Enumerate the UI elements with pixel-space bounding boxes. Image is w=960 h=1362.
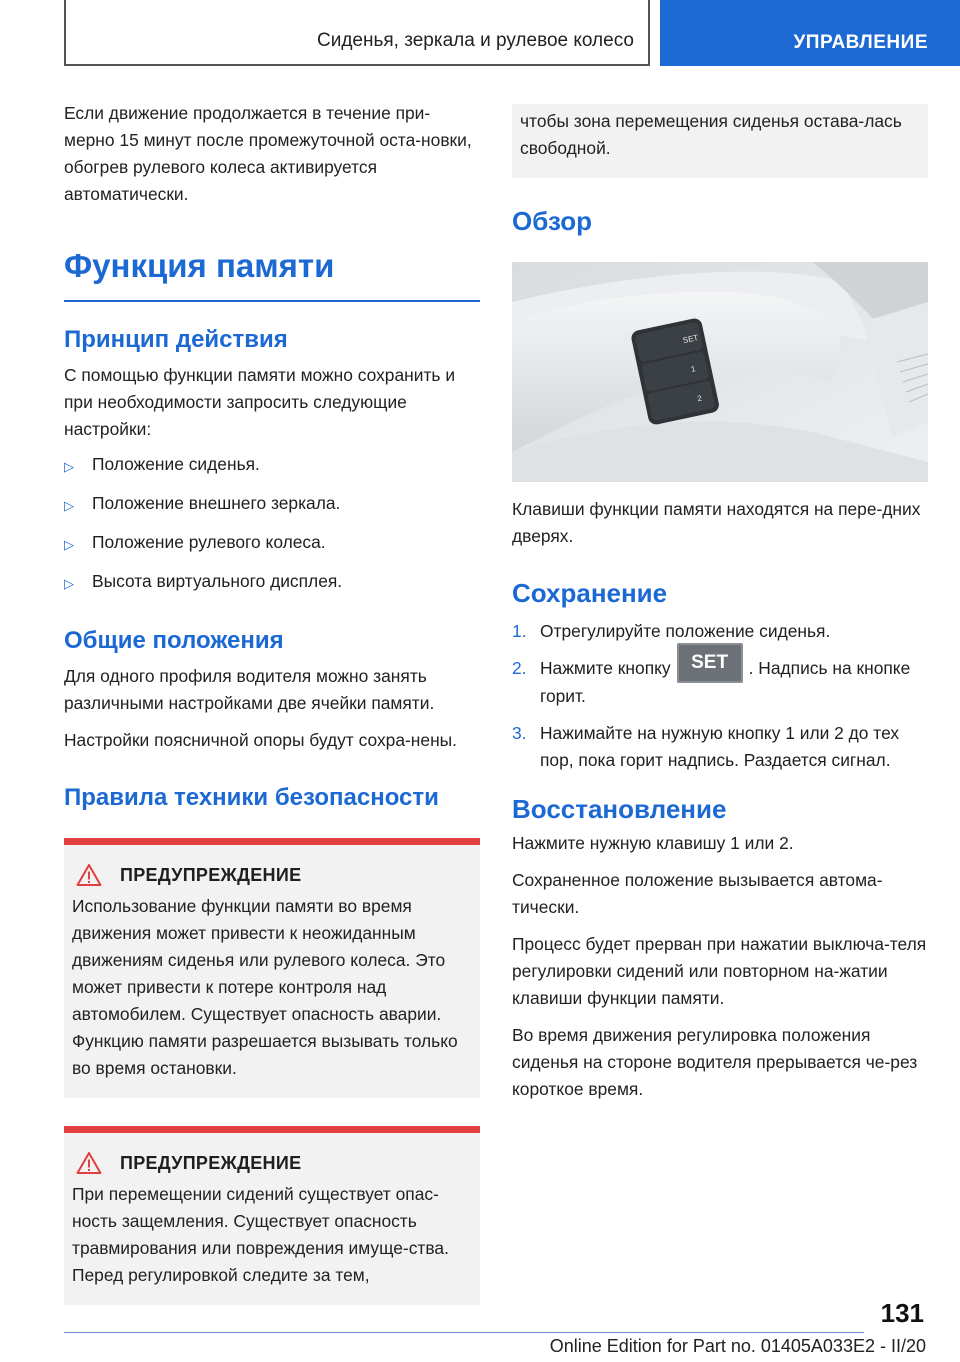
footer-divider	[64, 1332, 864, 1333]
intro-paragraph: Если движение продолжается в течение при-мерно 15 минут после промежуточной оста-новки, обогрев рулевого колеса активируется автоматически.	[64, 103, 472, 204]
warning-title: ПРЕДУПРЕЖДЕНИЕ	[120, 1152, 302, 1173]
heading-principle: Принцип действия	[64, 326, 288, 353]
photo-button-2-label: 2	[696, 393, 703, 404]
principle-text: С помощью функции памяти можно сохранить и при необходимости запросить следующие настройки:	[64, 365, 456, 439]
photo-set-label: SET	[682, 333, 700, 346]
list-item: 3. Нажимайте на нужную кнопку 1 или 2 до тех пор, пока горит надпись. Раздается сигнал.	[512, 723, 900, 771]
restore-text-4: Во время движения регулировка положения сиденья на стороне водителя прерывается че-рез короткое время.	[512, 1025, 918, 1100]
list-item: ▷ Положение внешнего зеркала.	[64, 490, 480, 519]
warning-triangle-icon	[76, 863, 102, 887]
warning-triangle-icon	[76, 1151, 102, 1175]
heading-restore: Восстановление	[512, 794, 727, 825]
list-item: 1. Отрегулируйте положение сиденья.	[512, 621, 831, 641]
triangle-bullet-icon: ▷	[64, 537, 74, 552]
photo-button-1-label: 1	[690, 364, 697, 375]
page-number: 131	[880, 1298, 924, 1328]
right-column	[512, 104, 928, 1103]
list-item: ▷ Положение сиденья.	[64, 451, 480, 480]
warning-box-1	[64, 838, 480, 1098]
edition-note: Online Edition for Part no. 01405A033E2 - II/20	[549, 1336, 926, 1356]
set-button-image: SET	[677, 643, 743, 683]
warning-box-2	[64, 1126, 480, 1305]
chapter-header	[64, 0, 650, 66]
memory-buttons-photo	[512, 262, 928, 482]
triangle-bullet-icon: ▷	[64, 576, 74, 591]
list-item: ▷ Положение рулевого колеса.	[64, 529, 480, 558]
photo-caption: Клавиши функции памяти находятся на пере-дних дверях.	[512, 499, 921, 546]
list-item: 2. Нажмите кнопку SET . Надпись на кнопке горит.	[512, 655, 928, 710]
restore-text-2: Сохраненное положение вызывается автома-тически.	[512, 870, 883, 918]
general-text-1: Для одного профиля водителя можно занять различными настройками две ячейки памяти.	[64, 666, 435, 713]
warning-title: ПРЕДУПРЕЖДЕНИЕ	[120, 864, 302, 885]
triangle-bullet-icon: ▷	[64, 459, 74, 474]
save-steps	[512, 618, 928, 774]
general-text-2: Настройки поясничной опоры будут сохра-нены.	[64, 730, 458, 750]
section-title: УПРАВЛЕНИЕ	[793, 32, 928, 53]
door-panel-illustration	[512, 262, 928, 482]
restore-text-3: Процесс будет прерван при нажатии выключа-теля регулировки сидений или повторном на-жатии клавиши функции памяти.	[512, 934, 927, 1009]
triangle-bullet-icon: ▷	[64, 498, 74, 513]
chapter-title: Сиденья, зеркала и рулевое колесо	[317, 30, 634, 51]
settings-list	[64, 451, 480, 597]
warning-text: Использование функции памяти во время движения может привести к неожиданным движениям сиденья или рулевого колеса. Это может привести к потере контроля над автомобилем. Существует опасность аварии. Функцию памяти разрешается вызывать только во время остановки.	[72, 896, 458, 1078]
warning-text: При перемещении сидений существует опас-ность защемления. Существует опасность травмирования или повреждения имуще-ства. Перед регулировкой следите за тем,	[72, 1184, 449, 1285]
heading-memory-function: Функция памяти	[64, 246, 480, 302]
heading-overview: Обзор	[512, 206, 592, 236]
list-item: ▷ Высота виртуального дисплея.	[64, 568, 480, 597]
warning-text-continued: чтобы зона перемещения сиденья остава-лась свободной.	[520, 111, 902, 158]
heading-general: Общие положения	[64, 627, 284, 654]
heading-save: Сохранение	[512, 578, 668, 608]
left-column	[64, 100, 480, 1305]
heading-safety: Правила техники безопасности	[64, 784, 439, 811]
restore-text-1: Нажмите нужную клавишу 1 или 2.	[512, 833, 794, 854]
warning-box-2-continued	[512, 104, 928, 178]
section-tab[interactable]	[660, 0, 960, 66]
